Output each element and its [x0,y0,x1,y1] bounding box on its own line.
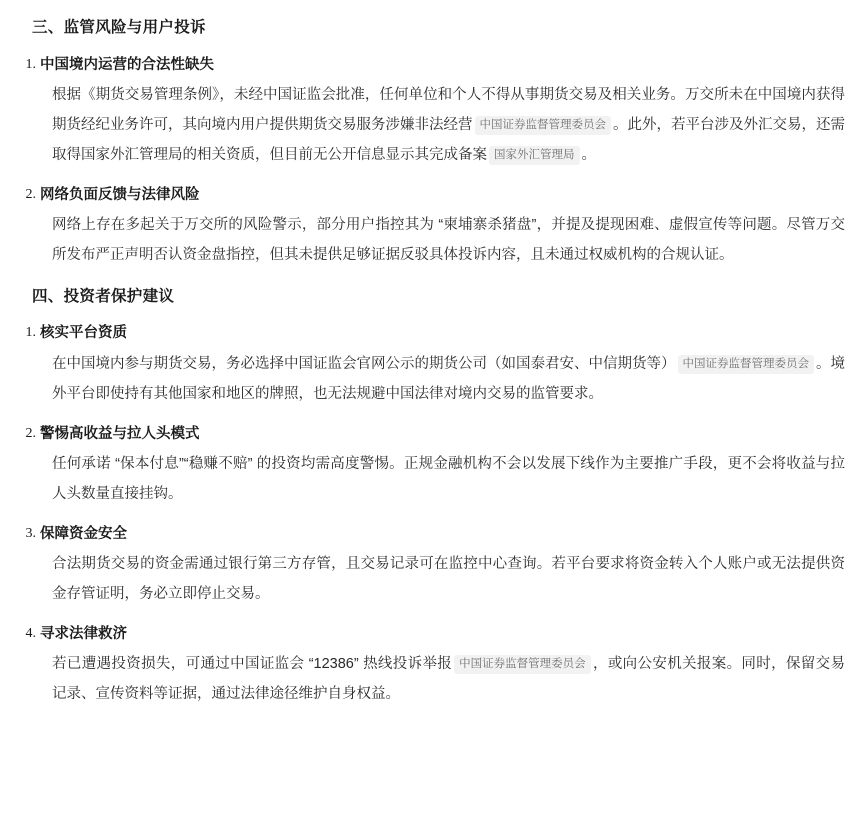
paragraph-text: 网络上存在多起关于万交所的风险警示，部分用户指控其为 “柬埔寨杀猪盘”，并提及提现困难、虚假宣传等问题。尽管万交所发布严正声明否认资金盘指控，但其未提供足够证据反驳具体投诉内容，且未通过权威机构的合规认证。 [52,217,845,263]
list-item-heading [25,622,845,647]
section-heading: 三、监管风险与用户投诉 [32,19,206,36]
paragraph-text: 若已遭遇投资损失，可通过中国证监会 “12386” 热线投诉举报 [52,656,453,673]
list-item-number: 2. [25,425,36,441]
paragraph-text: ，或向公安机关报案。同时，保留交易记录、宣传资料等证据，通过法律途径维护自身权益。 [52,656,845,703]
list-item [18,183,845,271]
paragraph-text: 。境外平台即使持有其他国家和地区的牌照，也无法规避中国法律对境内交易的监管要求。 [52,356,845,402]
list-item [18,622,845,710]
citation-tag[interactable]: 中国证券监督管理委员会 [475,116,612,135]
list-item-number: 2. [25,186,36,202]
list-item-heading [25,321,845,346]
list-item-heading-text: 警惕高收益与拉人头模式 [40,425,200,442]
list-item-heading-text: 保障资金安全 [40,525,127,542]
paragraph-text: 根据《期货交易管理条例》，未经中国证监会批准，任何单位和个人不得从事期货交易及相关业务。万交所未在中国境内获得期货经纪业务许可，其向境内用户提供期货交易服务涉嫌非法经营 [52,87,845,134]
list-item-heading [25,183,845,208]
document-section [18,285,845,710]
citation-tag[interactable]: 中国证券监督管理委员会 [678,355,815,374]
paragraph-text: 在中国境内参与期货交易，务必选择中国证监会官网公示的期货公司（如国泰君安、中信期货等） [52,356,676,373]
paragraph-text: 任何承诺 “保本付息”“稳赚不赔” 的投资均需高度警惕。正规金融机构不会以发展下线作为主要推广手段，更不会将收益与拉人头数量直接挂钩。 [52,456,845,502]
list-item-heading [25,53,845,78]
paragraph-text: 。此外，若平台涉及外汇交易，还需取得国家外汇管理局的相关资质，但目前无公开信息显示其完成备案 [52,117,845,163]
paragraph [40,350,845,409]
list-item-heading [25,522,845,547]
document-section [18,16,845,271]
list-item-heading-text: 中国境内运营的合法性缺失 [40,56,214,73]
paragraph-text: 合法期货交易的资金需通过银行第三方存管，且交易记录可在监控中心查询。若平台要求将资金转入个人账户或无法提供资金存管证明，务必立即停止交易。 [52,556,845,602]
list-item-heading-text: 寻求法律救济 [40,625,127,642]
list-item-number: 1. [25,56,36,72]
list-item [18,422,845,510]
list-item-number: 3. [25,525,36,541]
paragraph [40,81,845,170]
paragraph [40,450,845,509]
paragraph [40,550,845,609]
list-item [18,53,845,171]
citation-tag[interactable]: 国家外汇管理局 [489,146,580,165]
list-item-number: 4. [25,625,36,641]
list-item-number: 1. [25,325,36,341]
list-item [18,321,845,409]
citation-tag[interactable]: 中国证券监督管理委员会 [454,655,591,674]
paragraph-text: 。 [581,146,596,163]
list-item-heading-text: 网络负面反馈与法律风险 [40,186,200,203]
list-item-heading-text: 核实平台资质 [40,325,127,342]
list-item [18,522,845,610]
paragraph [40,211,845,270]
section-heading: 四、投资者保护建议 [32,287,175,305]
paragraph [40,650,845,709]
list-item-heading [25,422,845,447]
